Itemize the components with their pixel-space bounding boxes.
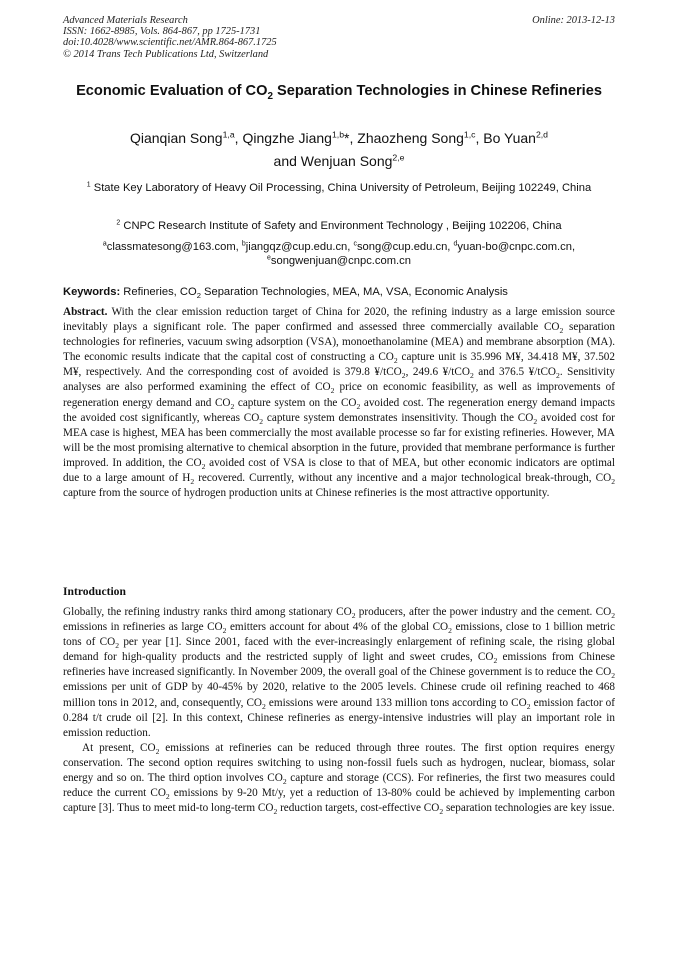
keywords-label: Keywords: <box>63 286 121 298</box>
email-link[interactable]: classmatesong@163.com, <box>106 241 242 253</box>
email-link[interactable]: songwenjuan@cnpc.com.cn <box>270 255 411 267</box>
online-date: Online: 2013-12-13 <box>532 15 615 26</box>
author-emails: $^a$classmatesong@163.com, $^b$jiangqz@cup.edu.cn, $^c$song@cup.edu.cn, $^d$yuan-bo@cnpc.com.cn, $^e$songwenjuan@cnpc.com.cn <box>102 240 576 267</box>
introduction-body <box>63 605 615 816</box>
author-name: Qingzhe Jiang <box>242 130 332 146</box>
affiliation-1: $^1$ State Key Laboratory of Heavy Oil Processing, China University of Petroleum, Beijing 102249, China <box>86 181 592 194</box>
author-list: Qianqian Song$^{1,a}$, Qingzhe Jiang$^{1,b}$*, Zhaozheng Song$^{1,c}$, Bo Yuan$^{2,d}$ and Wenjuan Song$^{2,e}$ <box>129 129 549 169</box>
journal-header <box>63 15 277 60</box>
affiliation-2: $^2$ CNPC Research Institute of Safety and Environment Technology , Beijing 102206, China <box>116 219 562 232</box>
paragraph: At present, $CO_2$ emissions at refineries can be reduced through three routes. The first option requires energy conservation. The second option requires switching to using non-fossil fuels such as hydrogen, nuclear, biomass, solar energy and so on. The third option involves $CO_2$ capture and storage (CCS). For refineries, the first two measures could reduce the current $CO_2$ emissions by 9-20 Mt/y, yet a reduction of 13-80% could be achieved by implementing carbon capture [3]. Thus to meet mid-to long-term $CO_2$ reduction targets, cost-effective $CO_2$ separation technologies are key issue. <box>63 741 616 817</box>
section-heading-introduction: Introduction <box>63 585 126 598</box>
paper-title: Economic Evaluation of $CO_2$ Separation Technologies in Chinese Refineries <box>76 83 602 102</box>
email-link[interactable]: song@cup.edu.cn, <box>356 241 454 253</box>
author-name: Wenjuan Song <box>300 153 393 169</box>
journal-name: Advanced Materials Research <box>63 15 188 26</box>
email-link[interactable]: yuan-bo@cnpc.com.cn, <box>457 241 576 253</box>
issn-line: ISSN: 1662-8985, Vols. 864-867, pp 1725-1731 <box>63 26 261 38</box>
author-name: Qianqian Song <box>129 130 223 146</box>
corresponding-author-mark: * <box>344 130 350 146</box>
keywords: Keywords: Refineries, $CO_2$ Separation Technologies, MEA, MA, VSA, Economic Analysis <box>63 286 508 301</box>
author-name: Zhaozheng Song <box>357 130 464 146</box>
abstract: Abstract. With the clear emission reduction target of China for 2020, the refining industry as a large emission source inevitably plays a significant role. The paper confirmed and assessed three commercially available $CO_2$ separation technologies for refineries, vacuum swing adsorption (VSA), monoethanolamine (MEA) and membrane absorption (MA). The economic results indicate that the capital cost of constructing a $CO_2$ capture unit is 35.996 M¥, 34.418 M¥, 37.502 M¥, respectively. And the corresponding cost of avoided is 379.8 ¥/tCO$_2$, 249.6 ¥/tCO$_2$ and 376.5 ¥/tCO$_2$. Sensitivity analyses are also performed examining the effect of $CO_2$ price on economic feasibility, as well as improvements of regeneration energy demand and $CO_2$ capture system on the $CO_2$ avoided cost. The regeneration energy demand impacts the avoided cost significantly, whereas $CO_2$ capture system demonstrates insensitivity. Though the $CO_2$ avoided cost for MEA case is highest, MEA has been commercially the most available processe so far for existing refineries. However, MA will be the most promising alternative to chemical absorption in the future, provided that membrane performance is further improved. In addition, the $CO_2$ avoided cost of VSA is close to that of MEA, but other economic indicators are optimal due to a large amount of $H_2$ recovered. Currently, without any incentive and a major technological break-through, $CO_2$ capture from the source of hydrogen production units at Chinese refineries is the most attractive opportunity. <box>63 306 616 500</box>
doi-line: doi:10.4028/www.scientific.net/AMR.864-867.1725 <box>63 37 277 49</box>
copyright-line: © 2014 Trans Tech Publications Ltd, Switzerland <box>63 48 269 60</box>
author-name: Bo Yuan <box>483 130 536 146</box>
paragraph: Globally, the refining industry ranks third among stationary $CO_2$ producers, after the power industry and the cement. $CO_2$ emissions in refineries as large $CO_2$ emitters account for about 4% of the global $CO_2$ emissions, close to 1 billion metric tons of $CO_2$ per year [1]. Since 2001, faced with the ever-increasingly enlargement of refining scale, the rising global demand for high-quality products and the restricted supply of light and sweet crudes, $CO_2$ emissions from Chinese refineries have increased significantly. In November 2009, the overall goal of the Chinese government is to reduce the $CO_2$ emissions per unit of GDP by 40-45% by 2020, relative to the 2005 levels. Chinese crude oil refining reached to 468 million tons in 2012, and, consequently, $CO_2$ emissions were around 133 million tons according to $CO_2$ emission factor of 0.284 t/t crude oil [2]. In this context, Chinese refineries as energy-intensive industries will play an important role in emission reduction. <box>63 606 615 739</box>
email-link[interactable]: jiangqz@cup.edu.cn, <box>245 241 354 253</box>
abstract-label: Abstract. <box>63 306 108 318</box>
